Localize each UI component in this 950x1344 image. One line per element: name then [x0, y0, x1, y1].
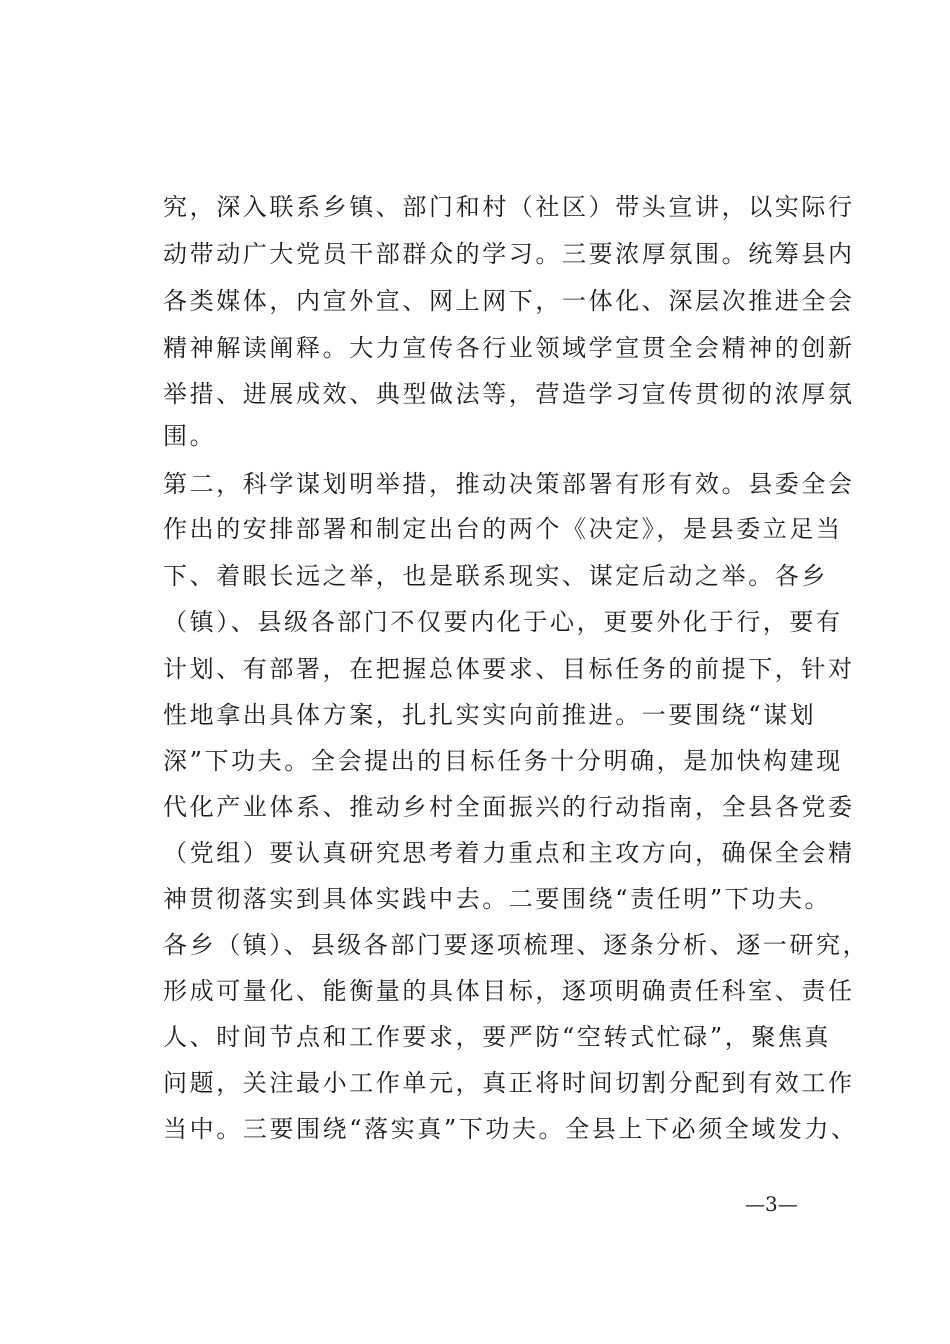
- text-line: 围。: [163, 422, 217, 450]
- text-line: （党组）要认真研究思考着力重点和主攻方向，确保全会精: [163, 839, 855, 867]
- text-line: 精神解读阐释。大力宣传各行业领域学宣贯全会精神的创新: [163, 334, 855, 362]
- text-line: 形成可量化、能衡量的具体目标，逐项明确责任科室、责任: [163, 977, 855, 1005]
- text-line: 代化产业体系、推动乡村全面振兴的行动指南，全县各党委: [163, 793, 855, 821]
- text-line: 举措、进展成效、典型做法等，营造学习宣传贯彻的浓厚氛: [163, 380, 855, 408]
- text-line: 作出的安排部署和制定出台的两个《决定》，是县委立足当: [163, 515, 843, 543]
- text-line: （镇）、县级各部门不仅要内化于心，更要外化于行，要有: [163, 608, 843, 636]
- text-line: 问题，关注最小工作单元，真正将时间切割分配到有效工作: [163, 1069, 855, 1097]
- text-line: 当中。三要围绕“落实真”下功夫。全县上下必须全域发力、: [163, 1115, 858, 1143]
- page-number: —3—: [745, 1192, 798, 1216]
- text-line: 动带动广大党员干部群众的学习。三要浓厚氛围。统筹县内: [163, 240, 855, 268]
- text-line: 下、着眼长远之举，也是联系现实、谋定后动之举。各乡: [163, 562, 828, 590]
- text-line: 究，深入联系乡镇、部门和村（社区）带头宣讲，以实际行: [163, 193, 855, 221]
- text-line: 性地拿出具体方案，扎扎实实向前推进。一要围绕“谋划: [163, 701, 817, 729]
- text-line: 深”下功夫。全会提出的目标任务十分明确，是加快构建现: [163, 747, 843, 775]
- text-line: 各乡（镇）、县级各部门要逐项梳理、逐条分析、逐一研究，: [163, 931, 870, 959]
- text-line: 人、时间节点和工作要求，要严防“空转式忙碌”，聚焦真: [163, 1023, 832, 1051]
- text-line: 第二，科学谋划明举措，推动决策部署有形有效。县委全会: [163, 470, 855, 498]
- text-line: 计划、有部署，在把握总体要求、目标任务的前提下，针对: [163, 655, 855, 683]
- text-line: 各类媒体，内宣外宣、网上网下，一体化、深层次推进全会: [163, 287, 855, 315]
- text-line: 神贯彻落实到具体实践中去。二要围绕“责任明”下功夫。: [163, 885, 832, 913]
